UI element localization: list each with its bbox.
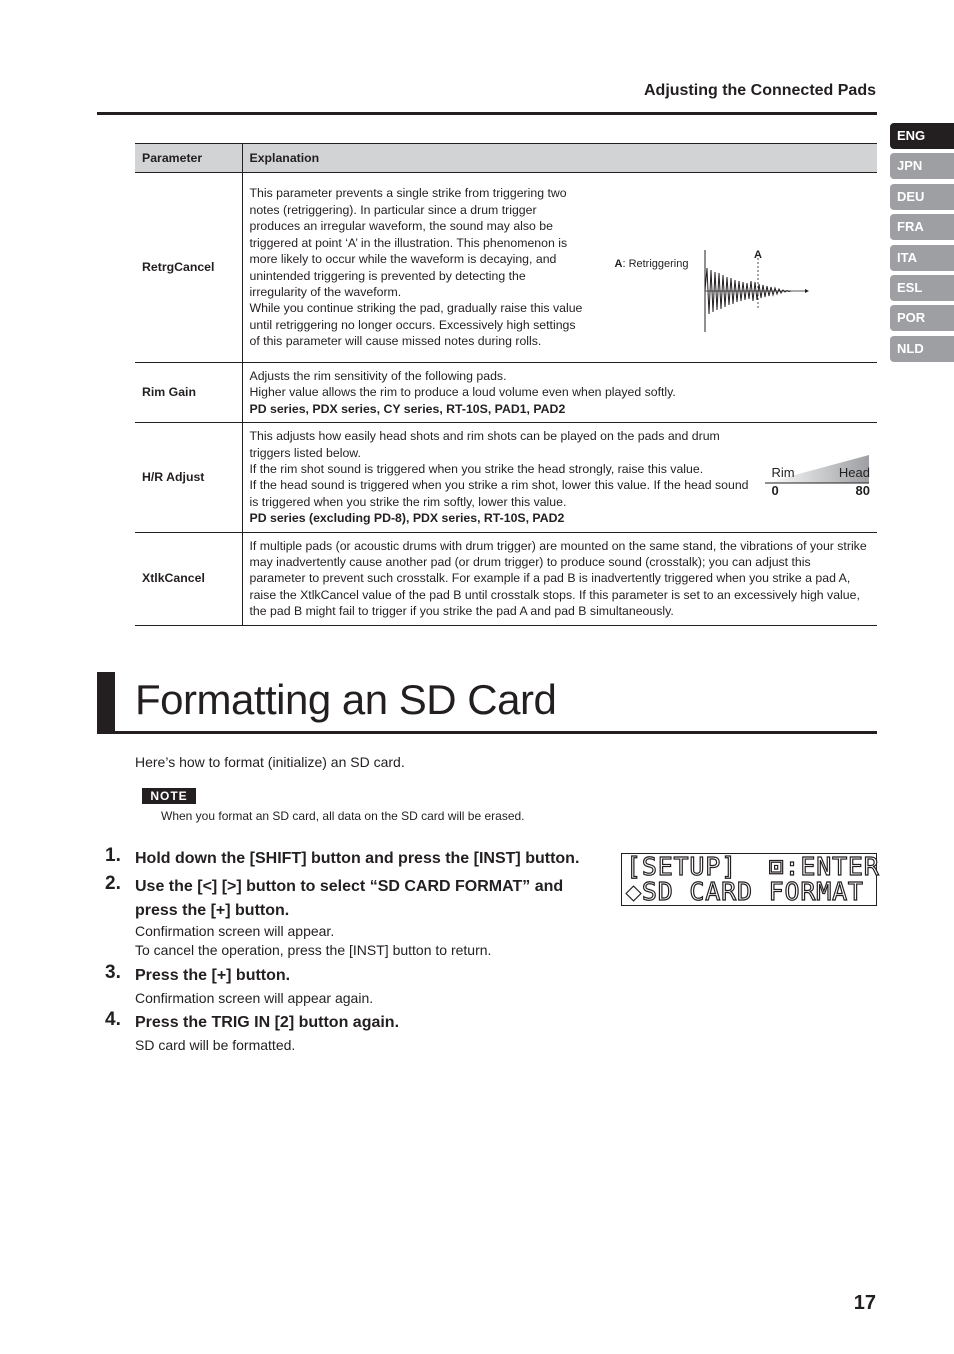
language-tabs <box>890 123 954 366</box>
point-a-label: A <box>753 248 762 261</box>
table-row-xtlkcancel <box>135 532 877 625</box>
step-4-number: 4. <box>105 1009 121 1030</box>
table-row-hr-adjust <box>135 423 877 532</box>
lang-tab-eng[interactable]: ENG <box>890 123 954 149</box>
lang-tab-esl[interactable]: ESL <box>890 275 954 301</box>
note-badge: NOTE <box>142 788 196 804</box>
param-desc-retrgcancel <box>242 173 877 363</box>
hr-adjust-scale-figure <box>755 437 871 517</box>
lang-tab-ita[interactable]: ITA <box>890 245 954 271</box>
lcd-line-1: [SETUP] ⊡:ENTER <box>626 852 880 881</box>
column-header-explanation: Explanation <box>242 144 877 173</box>
lang-tab-por[interactable]: POR <box>890 305 954 331</box>
param-name-hr-adjust: H/R Adjust <box>135 423 242 532</box>
step-4-title: Press the TRIG IN [2] button again. <box>135 1014 400 1031</box>
section-accent-bar <box>97 672 115 734</box>
step-1-title: Hold down the [SHIFT] button and press the [INST] button. <box>135 850 580 867</box>
section-intro: Here’s how to format (initialize) an SD card. <box>135 754 405 770</box>
retrg-text-1: This parameter prevents a single strike from triggering two notes (retriggering). In particular since a drum trigger produces an irregular waveform, the sound may also be triggered at point ‘A’ in the illustration. This phenomenon is more likely to occur while the waveform is decaying, and unintended triggering is prevented by detecting the irregularity of the waveform. <box>249 186 568 299</box>
step-3-title: Press the [+] button. <box>135 967 291 984</box>
param-name-xtlkcancel: XtlkCancel <box>135 532 242 625</box>
column-header-parameter: Parameter <box>135 144 242 173</box>
lcd-display <box>621 852 880 906</box>
step-2-title-line-1: Use the [<] [>] button to select “SD CARD FORMAT” and <box>135 878 564 895</box>
scale-rim-label: Rim <box>771 465 795 481</box>
hr-adjust-line-2: If the rim shot sound is triggered when you strike the head strongly, raise this value. <box>249 462 704 477</box>
section-title: Formatting an SD Card <box>135 676 557 723</box>
rim-gain-line-1: Adjusts the rim sensitivity of the following pads. <box>249 369 507 383</box>
parameter-table <box>135 143 877 626</box>
step-3-number: 3. <box>105 962 121 983</box>
param-name-retrgcancel: RetrgCancel <box>135 173 242 363</box>
lang-tab-nld[interactable]: NLD <box>890 336 954 362</box>
step-2-number: 2. <box>105 873 121 894</box>
figure-caption: A: Retriggering <box>614 257 689 270</box>
scale-max-value: 80 <box>855 483 870 499</box>
lang-tab-jpn[interactable]: JPN <box>890 153 954 179</box>
step-4-sub-1: SD card will be formatted. <box>135 1037 296 1053</box>
retrg-text-2: While you continue striking the pad, gradually raise this value until retriggering no longer occurs. Excessively high settings of this parameter will cause missed notes during rolls. <box>249 301 583 349</box>
scale-head-label: Head <box>838 465 870 481</box>
table-header-row <box>135 144 877 173</box>
waveform-graphic <box>703 248 813 333</box>
param-name-rim-gain: Rim Gain <box>135 363 242 423</box>
step-2-title-line-2: press the [+] button. <box>135 902 290 919</box>
hr-adjust-pads: PD series (excluding PD-8), PDX series, RT-10S, PAD2 <box>249 511 565 526</box>
step-2-sub-2: To cancel the operation, press the [INST] button to return. <box>135 942 492 958</box>
rim-gain-line-2: Higher value allows the rim to produce a loud volume even when played softly. <box>249 385 676 400</box>
step-1-number: 1. <box>105 845 121 866</box>
header-rule <box>97 112 877 115</box>
section-rule <box>97 731 877 734</box>
table-row-rim-gain <box>135 363 877 423</box>
retriggering-figure <box>585 208 871 328</box>
hr-adjust-line-3: If the head sound is triggered when you strike a rim shot, lower this value. If the head sound is triggered when you strike the rim softly, lower this value. <box>249 478 749 509</box>
scale-min-value: 0 <box>771 483 779 499</box>
step-2-sub-1: Confirmation screen will appear. <box>135 923 335 939</box>
lang-tab-fra[interactable]: FRA <box>890 214 954 240</box>
hr-adjust-line-1: This adjusts how easily head shots and rim shots can be played on the pads and drum triggers listed below. <box>249 429 720 460</box>
lang-tab-deu[interactable]: DEU <box>890 184 954 210</box>
page-number: 17 <box>853 1292 876 1314</box>
param-desc-rim-gain <box>242 363 877 423</box>
note-text: When you format an SD card, all data on the SD card will be erased. <box>161 809 525 823</box>
param-desc-xtlkcancel: If multiple pads (or acoustic drums with drum trigger) are mounted on the same stand, the vibrations of your strike may inadvertently cause another pad (or drum trigger) to produce sound (crosstalk); you can adjust this parameter to prevent such crosstalk. For example if a pad B is inadvertently triggered when you strike a pad A, raise the XtlkCancel value of the pad B until crosstalk stops. If this parameter is set to an excessively high value, the pad B might fail to trigger if you strike the pad A and pad B simultaneously. <box>242 532 877 625</box>
table-row-retrgcancel <box>135 173 877 363</box>
rim-gain-pads: PD series, PDX series, CY series, RT-10S, PAD1, PAD2 <box>249 401 566 416</box>
header-title: Adjusting the Connected Pads <box>643 82 876 99</box>
step-3-sub-1: Confirmation screen will appear again. <box>135 990 374 1006</box>
lcd-line-2: ◆SD CARD FORMAT <box>626 877 864 906</box>
param-desc-hr-adjust <box>242 423 877 532</box>
